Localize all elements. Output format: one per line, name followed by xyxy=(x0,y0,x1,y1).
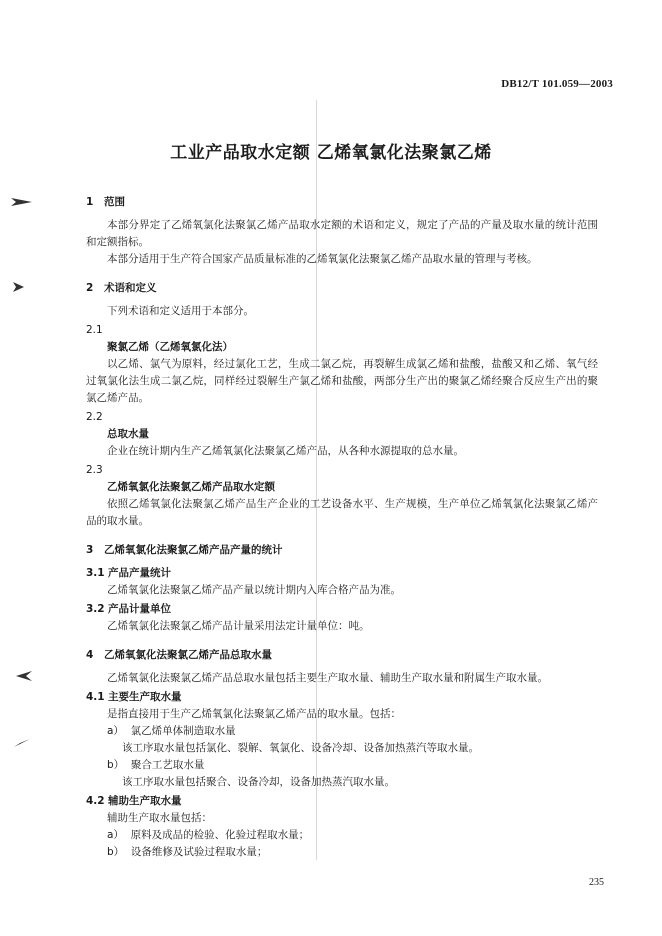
clause-number: 2.1 xyxy=(86,324,103,336)
list-item: a） 氯乙烯单体制造取水量 xyxy=(107,725,236,737)
standard-number: DB12/T 101.059—2003 xyxy=(501,78,613,90)
clause-number: 2.3 xyxy=(86,464,103,476)
margin-arrow-icon xyxy=(10,196,34,208)
page-number: 235 xyxy=(589,877,604,888)
term-definition: 依照乙烯氧氯化法聚氯乙烯产品生产企业的工艺设备水平、生产规模，生产单位乙烯氧氯化法聚氯乙烯产品的取水量。 xyxy=(86,498,598,527)
subsection-heading: 3.1 产品产量统计 xyxy=(86,567,171,579)
section-2-heading: 2 术语和定义 xyxy=(86,282,157,294)
document-title: 工业产品取水定额 乙烯氧氯化法聚氯乙烯 xyxy=(170,143,492,163)
term-definition: 以乙烯、氯气为原料，经过氯化工艺，生成二氯乙烷，再裂解生成氯乙烯和盐酸，盐酸又和乙烯、氧气经过氧氯化法生成二氯乙烷，同样经过裂解生产氯乙烯和盐酸，两部分生产出的聚氯乙烯经聚合反应生产出的聚氯乙烯产品。 xyxy=(86,358,598,404)
margin-arrow-icon xyxy=(10,281,34,293)
term-name: 聚氯乙烯（乙烯氧氯化法） xyxy=(107,341,233,353)
subsection-heading: 3.2 产品计量单位 xyxy=(86,603,171,615)
paragraph: 是指直接用于生产乙烯氧氯化法聚氯乙烯产品的取水量。包括： xyxy=(107,708,401,720)
subsection-heading: 4.2 辅助生产取水量 xyxy=(86,795,182,807)
term-name: 乙烯氧氯化法聚氯乙烯产品取水定额 xyxy=(107,481,275,493)
paragraph: 下列术语和定义适用于本部分。 xyxy=(107,305,254,317)
term-definition: 企业在统计期内生产乙烯氧氯化法聚氯乙烯产品，从各种水源提取的总水量。 xyxy=(107,445,464,457)
margin-arrow-icon xyxy=(10,670,34,682)
subsection-heading: 4.1 主要生产取水量 xyxy=(86,691,182,703)
list-item: b） 聚合工艺取水量 xyxy=(107,759,205,771)
margin-arrow-icon xyxy=(10,738,34,750)
paragraph: 本部分适用于生产符合国家产品质量标准的乙烯氧氯化法聚氯乙烯产品取水量的管理与考核。 xyxy=(107,253,538,265)
section-3-heading: 3 乙烯氧氯化法聚氯乙烯产品产量的统计 xyxy=(86,544,283,556)
list-item-detail: 该工序取水量包括聚合、设备冷却，设备加热蒸汽取水量。 xyxy=(122,776,395,788)
paragraph: 本部分界定了乙烯氧氯化法聚氯乙烯产品取水定额的术语和定义，规定了产品的产量及取水量的统计范围和定额指标。 xyxy=(86,219,598,248)
section-4-heading: 4 乙烯氧氯化法聚氯乙烯产品总取水量 xyxy=(86,649,272,661)
list-item: b） 设备维修及试验过程取水量； xyxy=(107,846,268,858)
clause-number: 2.2 xyxy=(86,411,103,423)
paragraph: 辅助生产取水量包括： xyxy=(107,812,212,824)
paragraph: 乙烯氧氯化法聚氯乙烯产品总取水量包括主要生产取水量、辅助生产取水量和附属生产取水量。 xyxy=(107,672,548,684)
list-item: a） 原料及成品的检验、化验过程取水量； xyxy=(107,829,310,841)
paragraph: 乙烯氧氯化法聚氯乙烯产品计量采用法定计量单位：吨。 xyxy=(107,620,370,632)
paragraph: 乙烯氧氯化法聚氯乙烯产品产量以统计期内入库合格产品为准。 xyxy=(107,584,401,596)
list-item-detail: 该工序取水量包括氯化、裂解、氧氯化、设备冷却、设备加热蒸汽等取水量。 xyxy=(122,742,479,754)
document-body xyxy=(86,188,598,861)
section-1-heading: 1 范围 xyxy=(86,196,125,208)
term-name: 总取水量 xyxy=(107,428,149,440)
